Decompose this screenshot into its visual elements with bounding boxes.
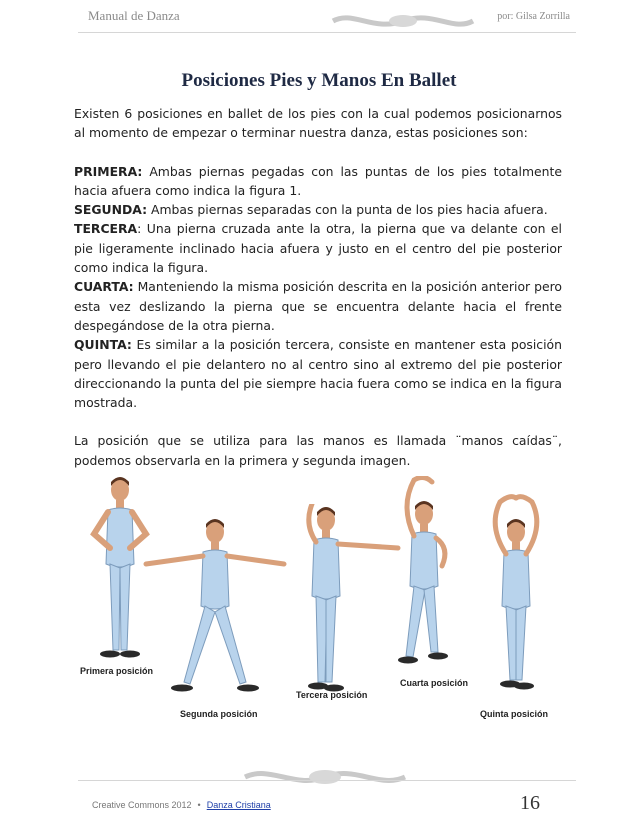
position-text: Ambas piernas pegadas con las puntas de los pies totalmente hacia afuera como indica la figura 1. <box>74 163 562 198</box>
footer-license: Creative Commons 2012 <box>92 800 192 810</box>
header-title: Manual de Danza <box>88 8 180 23</box>
hands-paragraph: La posición que se utiliza para las manos es llamada ¨manos caídas¨, podemos observarla en la primera y segunda imagen. <box>74 433 562 468</box>
position-label: TERCERA <box>74 221 138 237</box>
position-primera <box>74 162 562 201</box>
figure-caption: Segunda posición <box>180 709 258 719</box>
page-title: Posiciones Pies y Manos En Ballet <box>181 70 457 91</box>
position-text: Es similar a la posición tercera, consiste en mantener esta posición pero llevando el pie delantero no al centro sino al extremo del pie posterior direccionando la punta del pie siempre hacia fuera como se indica en la figura mostrada. <box>74 337 562 411</box>
position-label: CUARTA: <box>74 279 134 295</box>
position-label: PRIMERA: <box>74 163 143 179</box>
position-text: Manteniendo la misma posición descrita en la posición anterior pero esta vez deslizando la pierna que se encuentra delante hacia el frente despegándose de la otra pierna. <box>74 279 562 333</box>
page-number: 16 <box>520 792 540 814</box>
figure-caption: Quinta posición <box>480 709 549 719</box>
header-author: por: Gilsa Zorrilla <box>497 11 570 22</box>
position-quinta <box>74 335 562 412</box>
page-header <box>78 6 576 33</box>
footer-separator: • <box>197 800 201 810</box>
footer-link[interactable]: Danza Cristiana <box>206 800 271 810</box>
footer-divider <box>78 780 576 781</box>
dancer-figure-quinta <box>472 492 562 692</box>
figure-caption: Primera posición <box>80 666 154 676</box>
ballet-figures <box>76 470 566 730</box>
position-segunda <box>74 200 562 219</box>
position-text: Ambas piernas separadas con la punta de los pies hacia afuera. <box>147 202 548 218</box>
position-text: : Una pierna cruzada ante la otra, la pierna que va delante con el pie ligeramente inclinado hacia afuera y justo en el centro del pie posterior como indica la figura. <box>74 221 562 276</box>
position-tercera <box>74 219 562 277</box>
dancer-figure-segunda <box>140 518 290 698</box>
position-label: QUINTA: <box>74 337 132 353</box>
position-label: SEGUNDA: <box>74 202 148 218</box>
page-footer <box>92 800 271 810</box>
figure-caption: Tercera posición <box>296 690 368 700</box>
footer-ornament <box>240 765 410 789</box>
dancer-figure-cuarta <box>384 476 474 668</box>
figure-caption: Cuarta posición <box>400 678 469 688</box>
position-cuarta <box>74 277 562 335</box>
header-ornament <box>328 10 478 32</box>
intro-paragraph: Existen 6 posiciones en ballet de los pies con la cual podemos posicionarnos al momento de empezar o terminar nuestra danza, estas posiciones son: <box>74 106 562 141</box>
body-text <box>74 104 562 470</box>
